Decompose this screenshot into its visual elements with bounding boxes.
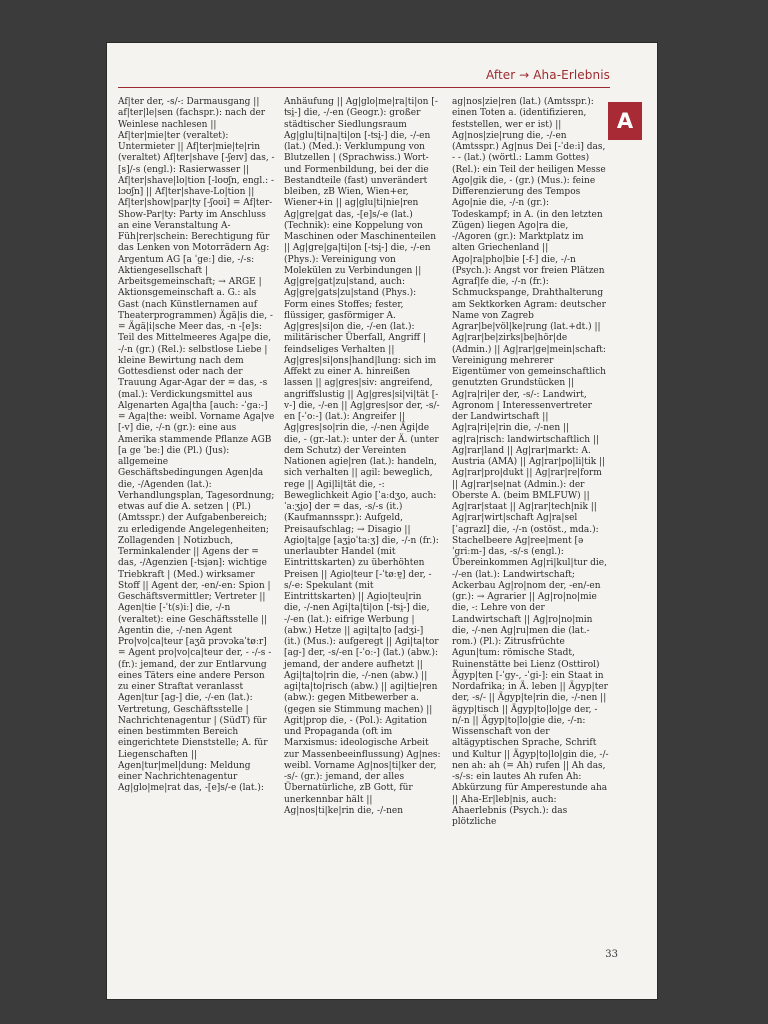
header-rule (118, 87, 610, 88)
column-text: Af|ter der, -s/-: Darmausgang || af|ter|le|sen (fachspr.): nach der Weinlese nachlesen || Af|ter|mie|ter (veraltet): Untermieter || Af|ter|mie|te|rin (veraltet) Af|ter|shave [-ʃeɪv] das, -[s]/-s (engl.): Rasierwasser || Af|ter|shave|lo|tion [-loʊʃn, engl.: -lɔʊʃn] || Af|ter|shave-Lo|tion || Af|ter|show|par|ty [-ʃoʊi] = Af|ter-Show-Par|ty: Party im Anschluss an eine Veranstaltung A-Füh|rer|schein: Berechtigung für das Lenken von Motorrädern Ag: Argentum AG [a ˈgeː] die, -/-s: Aktiengesellschaft | Arbeitsgemeinschaft; → ARGE | Aktionsgemeinschaft a. G.: als Gast (nach Künstlernamen auf Theaterprogrammen) Ägä|is die, - = Ägä|i|sche Meer das, -n -[e]s: Teil des Mittelmeeres Aga|pe die, -/-n (gr.) (Rel.): selbstlose Liebe | kleine Bewirtung nach dem Gottesdienst oder nach der Trauung Agar-Agar der = das, -s (mal.): Verdickungsmittel aus Algenarten Aga|tha [auch: -ˈgaː-] = Aga|the: weibl. Vorname Aga|ve [-v] die, -/-n (gr.): eine aus Amerika stammende Pflanze AGB [a ge ˈbeː] die (Pl.) (Jus): allgemeine Geschäftsbedingungen Agen|da die, -/Agenden (lat.): Verhandlungsplan, Tagesordnung; etwas auf die A. setzen | (Pl.) (Amtsspr.) der Aufgabenbereich; zu erledigende Angelegenheiten; Zollagenden | Notizbuch, Terminkalender || Agens der = das, -/Agenzien [-ʦi̯ən]: wichtige Triebkraft | (Med.) wirksamer Stoff || Agent der, -en/-en: Spion | Geschäftsvermittler; Vertreter || Agen|tie [-ˈt(s)iː] die, -/-n (veraltet): eine Geschäftsstelle || Agentin die, -/-nen Agent Pro|vo|ca|teur [aʒɑ̃ prɔvɔkaˈtøːr] = Agent pro|vo|ca|teur der, - -/-s - (fr.): jemand, der zur Entlarvung eines Täters eine andere Person zu einer Straftat veranlasst Agen|tur [ag-] die, -/-en (lat.): Vertretung, Geschäftsstelle | Nachrichtenagentur | (SüdT) für einen bestimmten Bereich eingerichtete Dienststelle; A. für Liegenschaften || Agen|tur|mel|dung: Meldung einer Nachrichtenagentur Ag|glo|me|rat das, -[e]s/-e (lat.): (118, 97, 275, 794)
running-head: After → Aha-Erlebnis (485, 68, 610, 82)
column-1 (118, 97, 275, 795)
column-text: Anhäufung || Ag|glo|me|ra|ti|on [-ʦi̯-] die, -/-en (Geogr.): großer städtischer Siedlungsraum Ag|glu|ti|na|ti|on [-ʦi̯-] die, -/-en (lat.) (Med.): Verklumpung von Blutzellen | (Sprachwiss.) Wort- und Formenbildung, bei der die Bestandteile (fast) unverändert bleiben, zB Wien, Wien+er, Wiener+in || ag|glu|ti|nie|ren Ag|gre|gat das, -[e]s/-e (lat.) (Technik): eine Koppelung von Maschinen oder Maschinenteilen || Ag|gre|ga|ti|on [-ʦi̯-] die, -/-en (Phys.): Vereinigung von Molekülen zu Verbindungen || Ag|gre|gat|zu|stand, auch: Ag|gre|gats|zu|stand (Phys.): Form eines Stoffes; fester, flüssiger, gasförmiger A. Ag|gres|si|on die, -/-en (lat.): militärischer Überfall, Angriff | feindseliges Verhalten || Ag|gres|si|ons|hand|lung: sich im Affekt zu einer A. hinreißen lassen || ag|gres|siv: angreifend, angriffslustig || Ag|gres|si|vi|tät [-v-] die, -/-en || Ag|gres|sor der, -s/-en [-ˈoː-] (lat.): Angreifer || Ag|gres|so|rin die, -/-nen Ägi|de die, - (gr.-lat.): unter der Ä. (unter dem Schutz) der Vereinten Nationen agie|ren (lat.): handeln, sich verhalten || agil: beweglich, rege || Agi|li|tät die, -: Beweglichkeit Agio [ˈaːdʒo, auch: ˈaːʒi̯o] der = das, -s/-s (it.) (Kaufmannsspr.): Aufgeld, Preisaufschlag; → Disagio || Agio|ta|ge [aʒi̯oˈtaːʒ] die, -/-n (fr.): unerlaubter Handel (mit Eintrittskarten) zu überhöhten Preisen || Agio|teur [-ˈtøːɐ̯] der, -s/-e: Spekulant (mit Eintrittskarten) || Agio|teu|rin die, -/-nen Agi|ta|ti|on [-ʦi̯-] die, -/-en (lat.): eifrige Werbung | (abw.) Hetze || agi|ta|to [adʒi-] (it.) (Mus.): aufgeregt || Agi|ta|tor [ag-] der, -s/-en [-ˈoː-] (lat.) (abw.): jemand, der andere aufhetzt || Agi|ta|to|rin die, -/-nen (abw.) || agi|ta|to|risch (abw.) || agi|tie|ren (abw.): gegen Mitbewerber a. (gegen sie Stimmung machen) || Agit|prop die, - (Pol.): Agitation und Propaganda (oft im Marxismus: ideologische Arbeit zur Massenbeeinflussung) Ag|nes: weibl. Vorname Ag|nos|ti|ker der, -s/- (gr.): jemand, der alles Übernatürliche, zB Gott, für unerkennbar hält || Ag|nos|ti|ke|rin die, -/-nen (284, 97, 441, 816)
letter-tab: A (608, 102, 642, 140)
column-text: ag|nos|zie|ren (lat.) (Amtsspr.): einen Toten a. (identifizieren, feststellen, wer er ist) || Ag|nos|zie|rung die, -/-en (Amtsspr.) Ag|nus Dei [-ˈdeːi] das, - - (lat.) (wörtl.: Lamm Gottes) (Rel.): ein Teil der heiligen Messe Ago|gik die, - (gr.) (Mus.): feine Differenzierung des Tempos Ago|nie die, -/-n (gr.): Todeskampf; in A. (in den letzten Zügen) liegen Ago|ra die, -/Agoren (gr.): Marktplatz im alten Griechenland || Ago|ra|pho|bie [-f-] die, -/-n (Psych.): Angst vor freien Plätzen Agraf|fe die, -/-n (fr.): Schmuckspange, Drahthalterung am Sektkorken Agram: deutscher Name von Zagreb Agrar|be|völ|ke|rung (lat.+dt.) || Ag|rar|be|zirks|be|hör|de (Admin.) || Ag|rar|ge|mein|schaft: Vereinigung mehrerer Eigentümer von gemeinschaftlich genutzten Grundstücken || Ag|ra|ri|er der, -s/-: Landwirt, Agronom | Interessenvertreter der Landwirtschaft || Ag|ra|ri|e|rin die, -/-nen || ag|ra|risch: landwirtschaftlich || Ag|rar|land || Ag|rar|markt: A. Austria (AMA) || Ag|rar|po|li|tik || Ag|rar|pro|dukt || Ag|rar|re|form || Ag|rar|se|nat (Admin.): der Oberste A. (beim BMLFUW) || Ag|rar|staat || Ag|rar|tech|nik || Ag|rar|wirt|schaft Ag|ra|sel [ˈagrazl] die, -/-n (ostöst., mda.): Stachelbeere Ag|ree|ment [əˈgriːm-] das, -s/-s (engl.): Übereinkommen Ag|ri|kul|tur die, -/-en (lat.): Landwirtschaft; Ackerbau Ag|ro|nom der, -en/-en (gr.): → Agrarier || Ag|ro|no|mie die, -: Lehre von der Landwirtschaft || Ag|ro|no|min die, -/-nen Ag|ru|men die (lat.-rom.) (Pl.): Zitrusfrüchte Agun|tum: römische Stadt, Ruinenstätte bei Lienz (Osttirol) Ägyp|ten [-ˈgy-, -ˈgi-]: ein Staat in Nordafrika; in Ä. leben || Ägyp|ter der, -s/- || Ägyp|te|rin die, -/-nen || ägyp|tisch || Ägyp|to|lo|ge der, -n/-n || Ägyp|to|lo|gie die, -/-n: Wissenschaft von der altägyptischen Sprache, Schrift und Kultur || Ägyp|to|lo|gin die, -/-nen ah: ah (= Ah) rufen || Ah das, -s/-s: ein lautes Ah rufen Ah: Abkürzung für Amperestunde aha || Aha-Er|leb|nis, auch: Ahaerlebnis (Psych.): das plötzliche (452, 97, 609, 827)
column-2 (284, 97, 441, 817)
dictionary-page (106, 42, 658, 1000)
page-number: 33 (605, 949, 618, 960)
column-3 (452, 97, 609, 828)
